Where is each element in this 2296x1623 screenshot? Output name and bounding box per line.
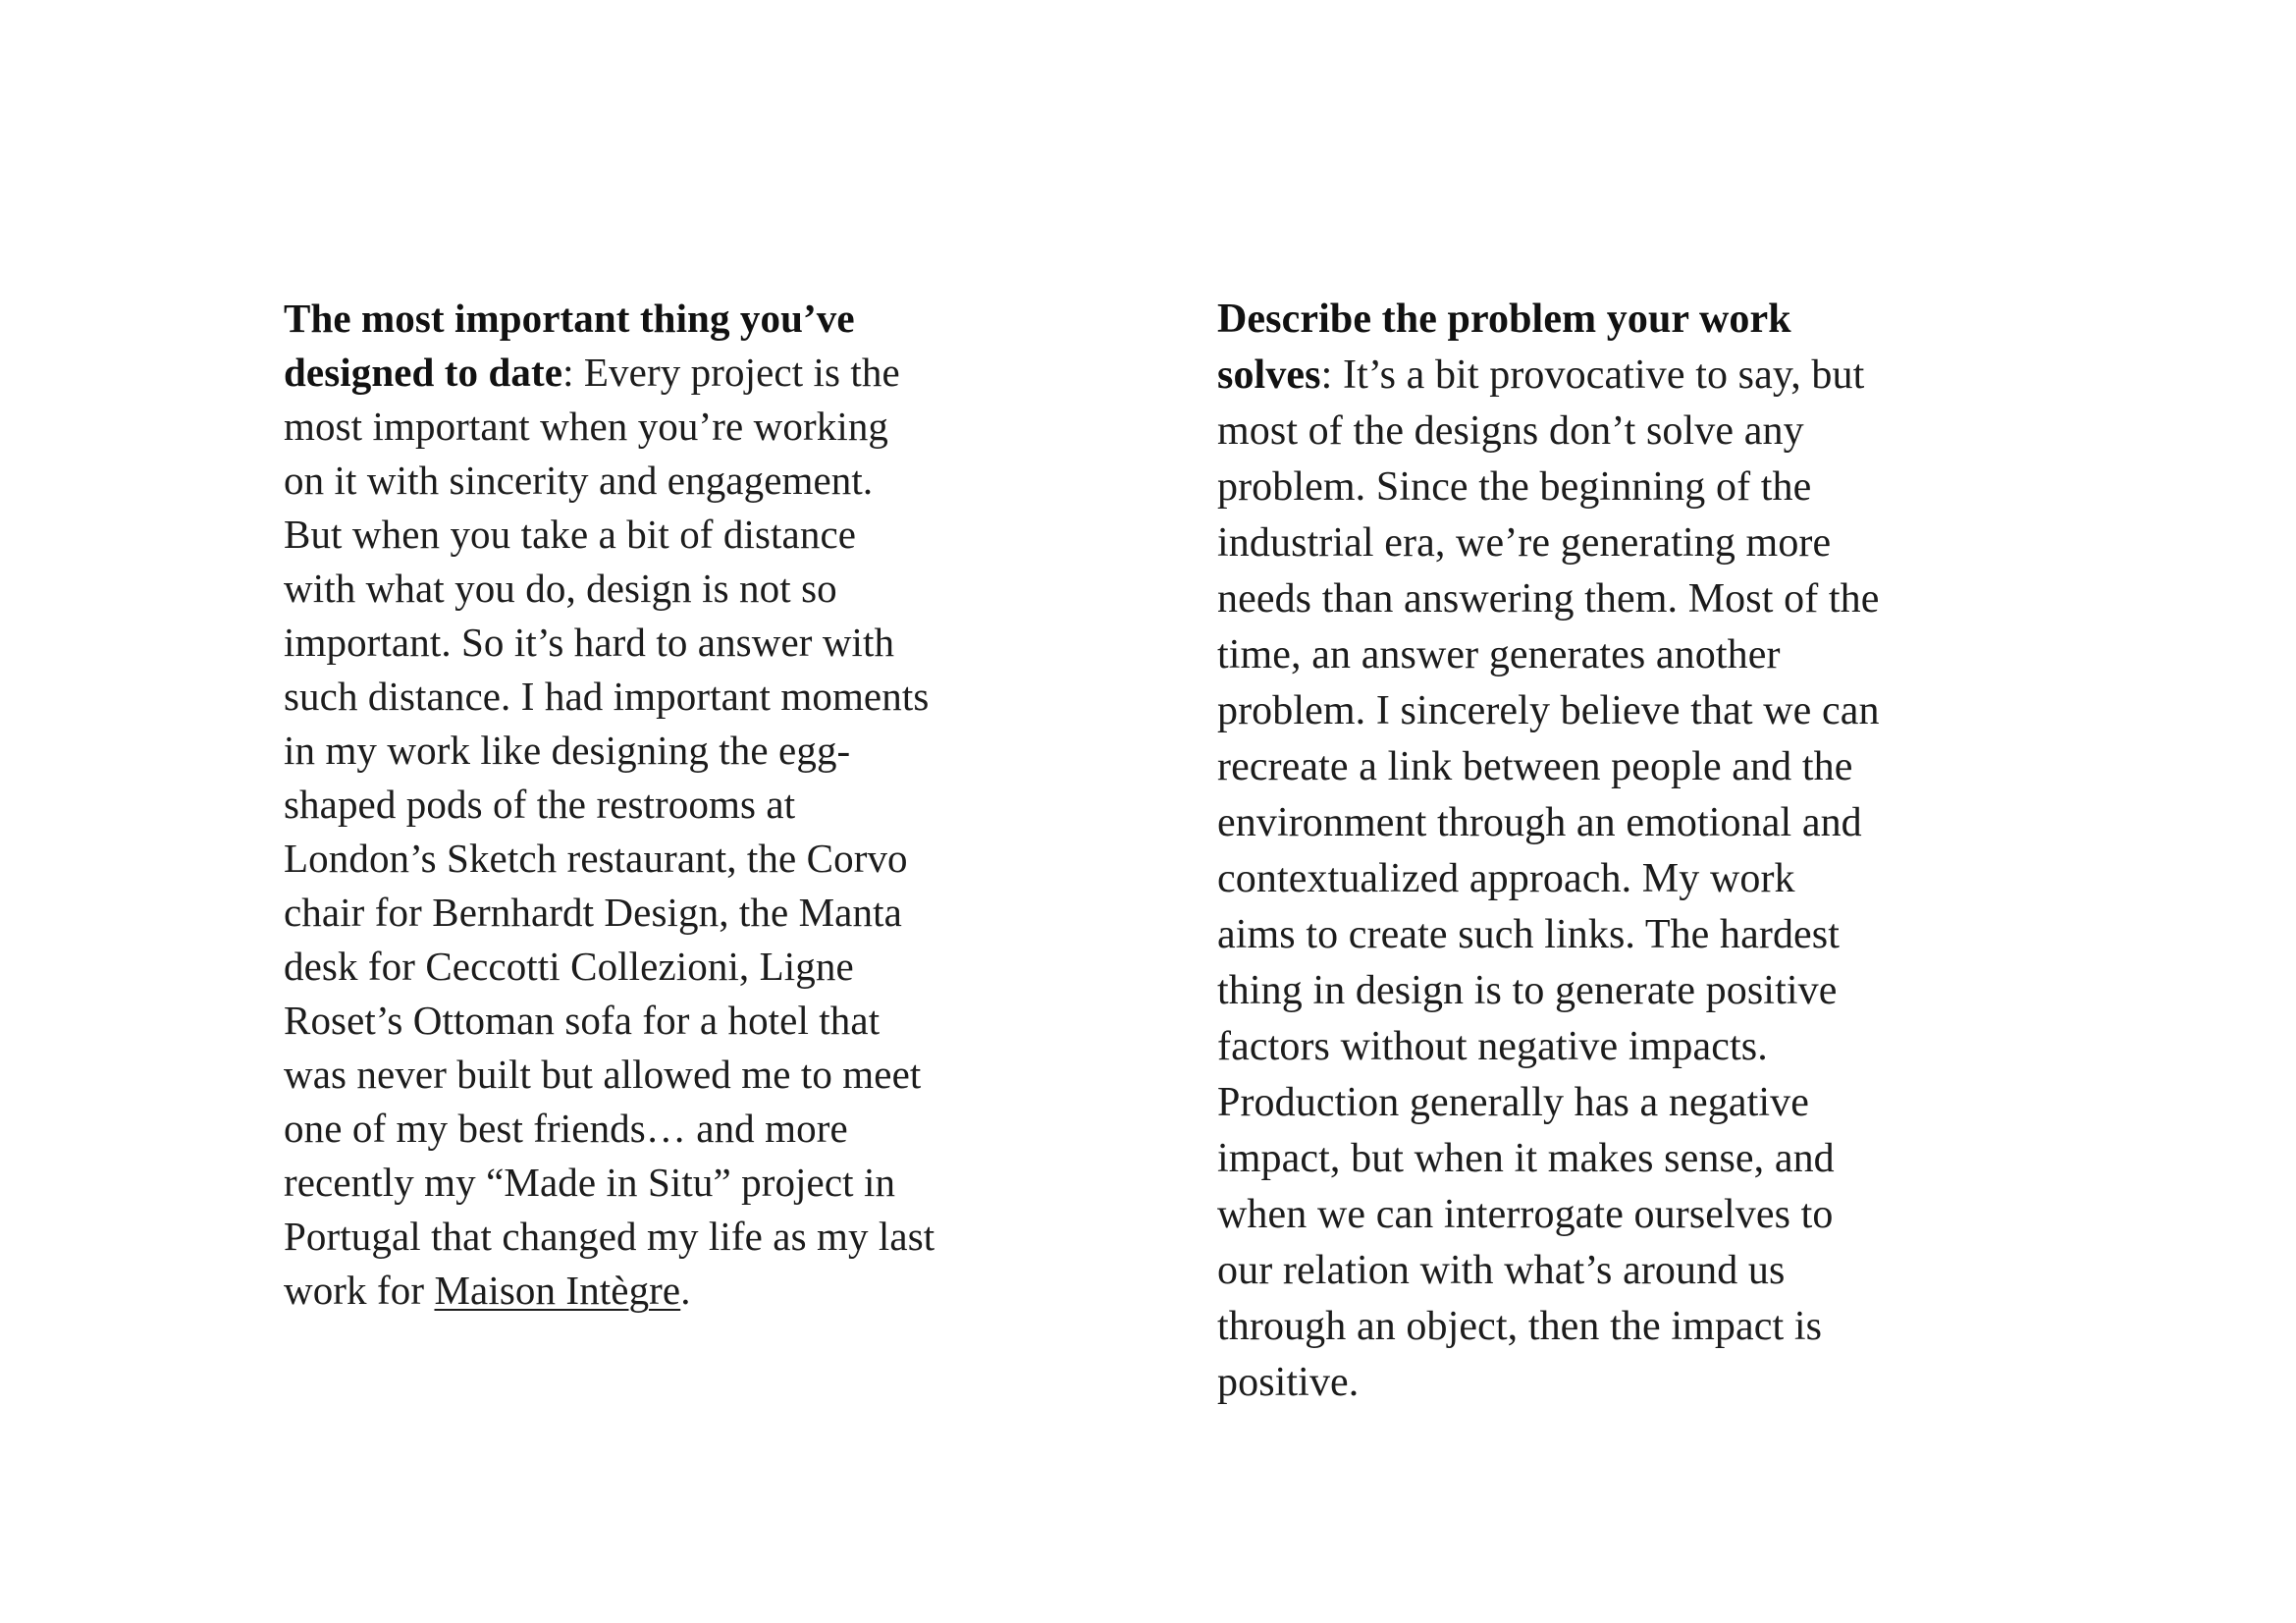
left-question-line-2 [284, 346, 1030, 400]
left-answer-line: shaped pods of the restrooms at [284, 782, 796, 827]
left-answer-line: chair for Bernhardt Design, the Manta [284, 890, 902, 935]
left-answer-line: in my work like designing the egg- [284, 728, 851, 773]
right-question-line-1 [1217, 292, 1993, 348]
left-answer-line: such distance. I had important moments [284, 674, 930, 719]
left-answer-line: with what you do, design is not so [284, 566, 837, 611]
right-answer-start: It’s a bit provocative to say, but [1332, 352, 1865, 398]
left-answer-last-line [284, 1264, 1030, 1318]
right-answer-line: contextualized approach. My work [1217, 856, 1795, 901]
right-answer-line: industrial era, we’re generating more [1217, 520, 1832, 566]
right-answer-line: thing in design is to generate positive [1217, 968, 1838, 1013]
left-answer-line: But when you take a bit of distance [284, 512, 857, 557]
right-answer-line: most of the designs don’t solve any [1217, 408, 1804, 454]
right-answer-line: factors without negative impacts. [1217, 1024, 1768, 1069]
right-interview-answer [1217, 292, 1993, 1411]
right-answer-line: time, an answer generates another [1217, 632, 1781, 677]
right-colon: : [1320, 352, 1333, 398]
right-answer-line: recreate a link between people and the [1217, 744, 1853, 789]
right-answer-line: problem. Since the beginning of the [1217, 464, 1812, 510]
left-answer-line: desk for Ceccotti Collezioni, Ligne [284, 944, 854, 989]
left-answer-line: Portugal that changed my life as my last [284, 1214, 935, 1259]
right-answer-line: our relation with what’s around us [1217, 1248, 1786, 1293]
right-answer-line: positive. [1217, 1360, 1360, 1405]
left-answer-line: most important when you’re working [284, 404, 889, 449]
left-answer-line: was never built but allowed me to meet [284, 1052, 922, 1097]
left-answer-line: London’s Sketch restaurant, the Corvo [284, 836, 908, 881]
left-last-line-suffix: . [680, 1268, 691, 1313]
right-question-heading: Describe the problem your work [1217, 297, 1791, 342]
right-answer-line: problem. I sincerely believe that we can [1217, 688, 1880, 733]
left-last-line-prefix: work for [284, 1268, 435, 1313]
left-answer-line: recently my “Made in Situ” project in [284, 1160, 896, 1205]
right-question-line-2 [1217, 348, 1993, 404]
left-colon: : [562, 350, 574, 395]
left-answer-line: one of my best friends… and more [284, 1106, 848, 1151]
left-answer-line: on it with sincerity and engagement. [284, 458, 874, 503]
right-answer-line: through an object, then the impact is [1217, 1304, 1823, 1349]
maison-integre-link[interactable]: Maison Intègre [434, 1268, 681, 1313]
left-question-heading: The most important thing you’ve [284, 296, 855, 341]
right-question-heading-end: solves [1217, 352, 1321, 398]
left-interview-answer [284, 292, 1030, 1318]
left-answer-start: Every project is the [573, 350, 900, 395]
left-question-line-1 [284, 292, 1030, 346]
right-answer-line: aims to create such links. The hardest [1217, 912, 1841, 957]
right-answer-line: impact, but when it makes sense, and [1217, 1136, 1835, 1181]
right-answer-line: needs than answering them. Most of the [1217, 576, 1880, 622]
right-answer-line: environment through an emotional and [1217, 800, 1862, 845]
left-answer-line: important. So it’s hard to answer with [284, 620, 895, 665]
left-question-heading-end: designed to date [284, 350, 563, 395]
right-answer-line: when we can interrogate ourselves to [1217, 1192, 1834, 1237]
left-answer-line: Roset’s Ottoman sofa for a hotel that [284, 998, 881, 1043]
right-answer-line: Production generally has a negative [1217, 1080, 1809, 1125]
